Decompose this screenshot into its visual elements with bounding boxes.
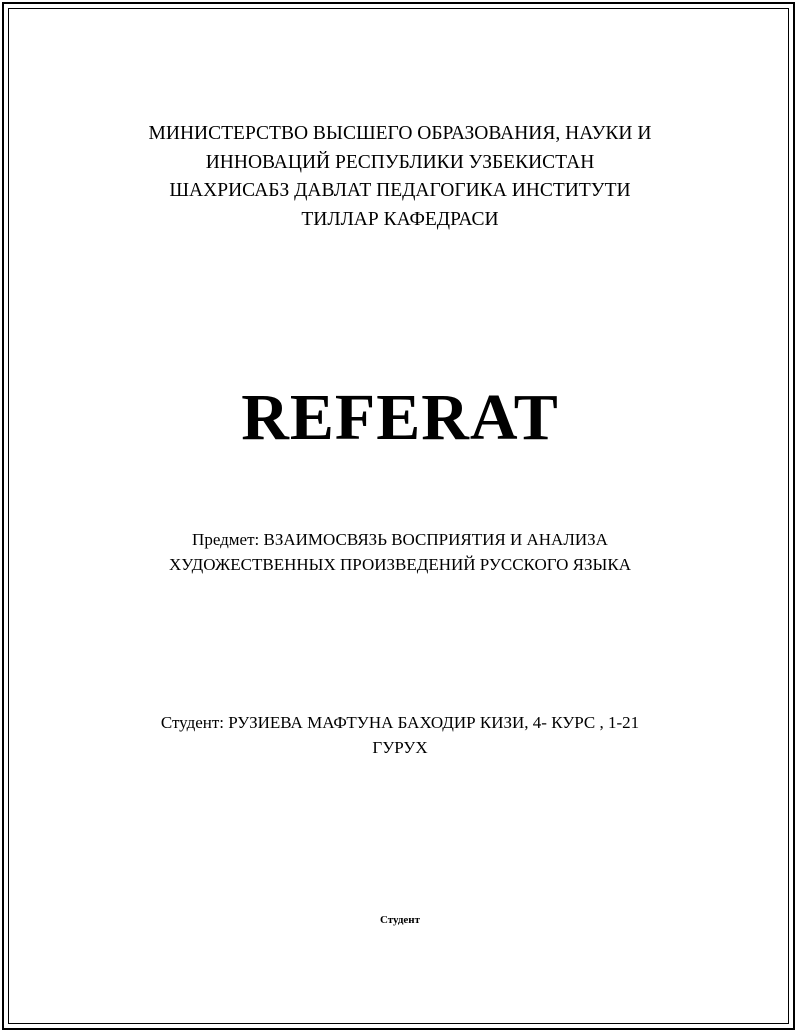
institution-header	[0, 120, 800, 234]
subject-line-2: ХУДОЖЕСТВЕННЫХ ПРОИЗВЕДЕНИЙ РУССКОГО ЯЗЫКА	[169, 555, 631, 574]
subject-block	[0, 527, 800, 577]
header-line-department: ТИЛЛАР КАФЕДРАСИ	[301, 208, 499, 230]
document-title: REFERAT	[241, 381, 559, 454]
header-line-ministry: МИНИСТЕРСТВО ВЫСШЕГО ОБРАЗОВАНИЯ, НАУКИ И	[148, 123, 652, 144]
header-line-innovations: ИННОВАЦИЙ РЕСПУБЛИКИ УЗБЕКИСТАН	[205, 151, 595, 173]
header-line-institute: ШАХРИСАБЗ ДАВЛАТ ПЕДАГОГИКА ИНСТИТУТИ	[169, 180, 631, 201]
student-line-2: ГУРУХ	[372, 738, 428, 757]
footer-student-label: Студент	[379, 914, 421, 926]
subject-line-1: Предмет: ВЗАИМОСВЯЗЬ ВОСПРИЯТИЯ И АНАЛИЗА	[192, 530, 608, 549]
student-line-1: Студент: РУЗИЕВА МАФТУНА БАХОДИР КИЗИ, 4- КУРС , 1-21	[160, 713, 640, 732]
student-block	[0, 710, 800, 760]
